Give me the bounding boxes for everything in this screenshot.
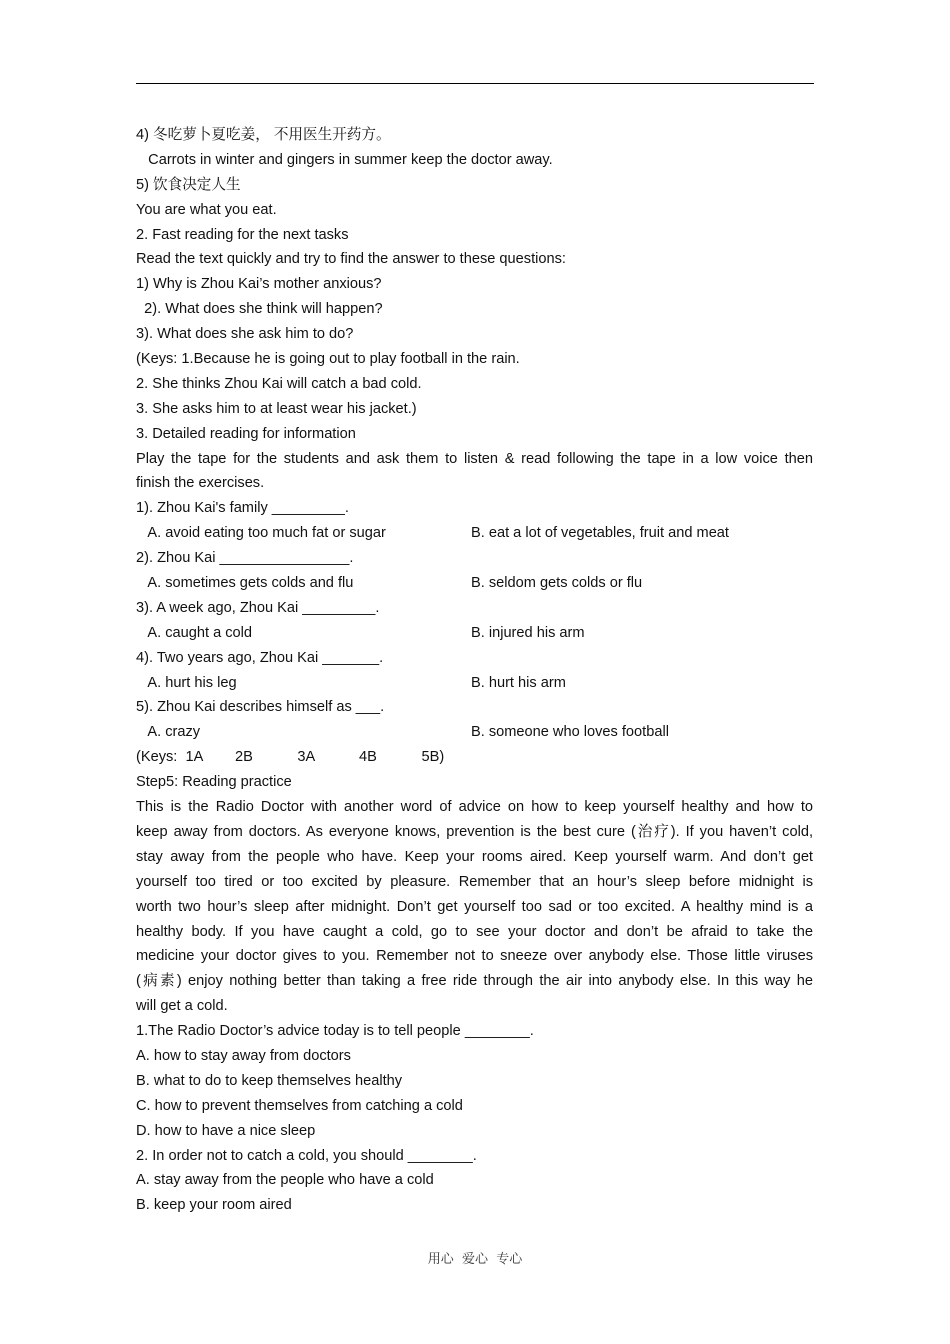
text-line: 3). What does she ask him to do? xyxy=(136,326,354,343)
text-line: 5) 饮食决定人生 xyxy=(136,176,241,193)
answer-options-row xyxy=(136,621,813,646)
option-b: B. eat a lot of vegetables, fruit and meat xyxy=(471,525,729,542)
text-line: B. keep your room aired xyxy=(136,1197,292,1214)
option-a: A. hurt his leg xyxy=(136,674,237,691)
paragraph-line: worth two hour’s sleep after midnight. Don’t get yourself too sad or too excited. A healthy mind is a xyxy=(136,898,813,915)
text-line: 3. She asks him to at least wear his jacket.) xyxy=(136,400,417,417)
text-line: 2. Fast reading for the next tasks xyxy=(136,226,349,243)
paragraph-line: yourself too tired or too excited by pleasure. Remember that an hour’s sleep before midnight is xyxy=(136,873,813,890)
text-line: 2. She thinks Zhou Kai will catch a bad cold. xyxy=(136,375,422,392)
text-line: (Keys: 1A 2B 3A 4B 5B) xyxy=(136,749,445,766)
option-a: A. caught a cold xyxy=(136,624,253,641)
paragraph-line: stay away from the people who have. Keep your rooms aired. Keep yourself warm. And don’t get xyxy=(136,848,813,865)
text-line: 2). Zhou Kai ________________. xyxy=(136,550,354,567)
paragraph-line: (病素) enjoy nothing better than taking a free ride through the air into anybody else. In this way he xyxy=(136,973,813,990)
text-line: 3. Detailed reading for information xyxy=(136,425,356,442)
document-body xyxy=(136,123,813,1218)
text-line: will get a cold. xyxy=(136,998,228,1015)
header-rule xyxy=(136,83,814,84)
text-line: (Keys: 1.Because he is going out to play football in the rain. xyxy=(136,351,520,368)
text-line: 5). Zhou Kai describes himself as ___. xyxy=(136,699,385,716)
text-line: B. what to do to keep themselves healthy xyxy=(136,1072,403,1089)
text-line: You are what you eat. xyxy=(136,201,277,218)
text-line: finish the exercises. xyxy=(136,475,265,492)
paragraph-line: medicine your doctor gives to you. Remember not to sneeze over anybody else. Those little viruses xyxy=(136,948,813,965)
option-b: B. injured his arm xyxy=(471,624,585,641)
text-line: A. stay away from the people who have a cold xyxy=(136,1172,434,1189)
paragraph-line: This is the Radio Doctor with another word of advice on how to keep yourself healthy and how to xyxy=(136,799,813,816)
paragraph-line: keep away from doctors. As everyone knows, prevention is the best cure (治疗). If you haven’t cold, xyxy=(136,823,813,840)
answer-options-row xyxy=(136,720,813,745)
answer-options-row xyxy=(136,671,813,696)
text-line: 4) 冬吃萝卜夏吃姜， 不用医生开药方。 xyxy=(136,127,391,143)
text-line: D. how to have a nice sleep xyxy=(136,1122,316,1139)
text-line: Step5: Reading practice xyxy=(136,774,292,791)
option-a: A. crazy xyxy=(136,724,201,741)
option-a: A. sometimes gets colds and flu xyxy=(136,575,354,592)
text-line: C. how to prevent themselves from catching a cold xyxy=(136,1097,463,1114)
text-line: 1.The Radio Doctor’s advice today is to tell people ________. xyxy=(136,1023,534,1040)
paragraph-line: healthy body. If you have caught a cold, go to see your doctor and don’t be afraid to take the xyxy=(136,923,813,940)
text-line: 3). A week ago, Zhou Kai _________. xyxy=(136,599,380,616)
option-a: A. avoid eating too much fat or sugar xyxy=(136,525,386,542)
option-b: B. seldom gets colds or flu xyxy=(471,575,643,592)
text-line: 2). What does she think will happen? xyxy=(136,301,383,318)
text-line: 1) Why is Zhou Kai’s mother anxious? xyxy=(136,276,382,293)
answer-options-row xyxy=(136,571,813,596)
paragraph-line: Play the tape for the students and ask them to listen & read following the tape in a low voice then xyxy=(136,450,813,467)
page-footer: 用心 爱心 专心 xyxy=(427,1252,523,1267)
option-b: B. hurt his arm xyxy=(471,674,566,691)
text-line: 1). Zhou Kai's family _________. xyxy=(136,500,349,517)
text-line: A. how to stay away from doctors xyxy=(136,1047,351,1064)
text-line: Read the text quickly and try to find the answer to these questions: xyxy=(136,251,566,268)
option-b: B. someone who loves football xyxy=(471,724,669,741)
text-line: 4). Two years ago, Zhou Kai _______. xyxy=(136,649,384,666)
text-line: Carrots in winter and gingers in summer keep the doctor away. xyxy=(136,151,553,168)
text-line: 2. In order not to catch a cold, you should ________. xyxy=(136,1147,477,1164)
answer-options-row xyxy=(136,521,813,546)
